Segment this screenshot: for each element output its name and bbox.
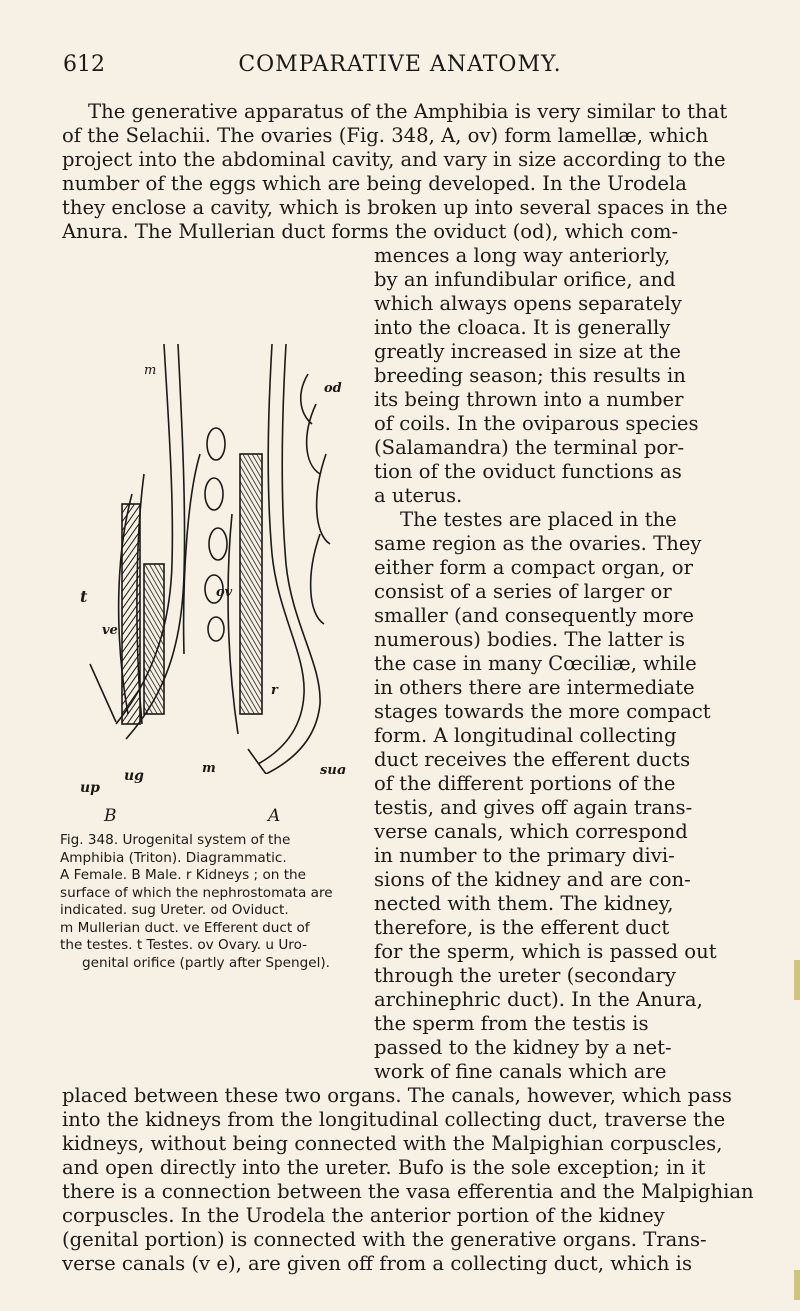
running-title: COMPARATIVE ANATOMY. — [238, 52, 562, 77]
testes — [205, 428, 227, 641]
body-line: a uterus. — [374, 484, 463, 507]
body-line: (genital portion) is connected with the generative organs. Trans- — [62, 1228, 707, 1251]
caption-line: surface of which the nephrostomata are — [60, 884, 333, 901]
body-line: through the ureter (secondary — [374, 964, 676, 987]
body-line: stages towards the more compact — [374, 700, 711, 723]
caption-line: m Mullerian duct. ve Efferent duct of — [60, 919, 310, 936]
label-od: od — [324, 381, 342, 396]
body-line: and open directly into the ureter. Bufo is the sole exception; in it — [62, 1156, 706, 1179]
urogenital-diagram — [76, 334, 366, 774]
figure-348 — [76, 334, 366, 774]
caption-line: A Female. B Male. r Kidneys ; on the — [60, 867, 307, 883]
caption-line: Amphibia (Triton). Diagrammatic. — [60, 849, 287, 866]
caption-line: the testes. t Testes. ov Ovary. u Uro- — [60, 937, 308, 953]
body-line: in others there are intermediate — [374, 676, 695, 699]
label-m-lower: m — [202, 761, 216, 774]
body-line: of the different portions of the — [374, 772, 676, 795]
page-edge-stain — [794, 1270, 800, 1300]
kidney-female — [240, 454, 262, 714]
body-line: project into the abdominal cavity, and vary in size according to the — [62, 148, 726, 171]
label-ov: ov — [216, 585, 233, 600]
body-line: verse canals (v e), are given off from a collecting duct, which is — [62, 1252, 692, 1275]
caption-line: genital orifice (partly after Spengel). — [82, 954, 330, 971]
body-line: sions of the kidney and are con- — [374, 868, 691, 891]
body-line: by an infundibular orifice, and — [374, 268, 676, 291]
label-up: up — [80, 780, 100, 796]
caption-line: indicated. sug Ureter. od Oviduct. — [60, 902, 289, 918]
body-line: archinephric duct). In the Anura, — [374, 988, 703, 1011]
body-line: breeding season; this results in — [374, 364, 686, 387]
body-line: there is a connection between the vasa efferentia and the Malpighian — [62, 1180, 754, 1203]
body-line: tion of the oviduct functions as — [374, 460, 682, 483]
label-ve: ve — [102, 623, 118, 638]
ovary — [301, 374, 330, 624]
body-line: which always opens separately — [374, 292, 682, 315]
label-sug: sug — [320, 763, 346, 774]
body-line: work of fine canals which are — [374, 1060, 667, 1083]
body-line: they enclose a cavity, which is broken up into several spaces in the — [62, 196, 728, 219]
body-line: of coils. In the oviparous species — [374, 412, 699, 435]
body-line: Anura. The Mullerian duct forms the oviduct (od), which com- — [62, 220, 679, 243]
body-line: either form a compact organ, or — [374, 556, 693, 579]
body-line: placed between these two organs. The canals, however, which pass — [62, 1084, 732, 1107]
page-number: 612 — [63, 52, 105, 77]
body-line: verse canals, which correspond — [374, 820, 688, 843]
body-line: passed to the kidney by a net- — [374, 1036, 672, 1059]
page-header — [0, 52, 800, 84]
label-ug: ug — [124, 768, 144, 784]
label-r: r — [271, 683, 278, 698]
body-line: kidneys, without being connected with the Malpighian corpuscles, — [62, 1132, 723, 1155]
body-line: into the kidneys from the longitudinal collecting duct, traverse the — [62, 1108, 726, 1131]
body-line: of the Selachii. The ovaries (Fig. 348, A, ov) form lamellæ, which — [62, 124, 709, 147]
body-line: testis, and gives off again trans- — [374, 796, 693, 819]
body-line: its being thrown into a number — [374, 388, 684, 411]
body-line: mences a long way anteriorly, — [374, 244, 671, 267]
body-line: The generative apparatus of the Amphibia is very similar to that — [88, 100, 728, 123]
body-line: numerous) bodies. The latter is — [374, 628, 686, 651]
body-line: in number to the primary divi- — [374, 844, 675, 867]
body-line: consist of a series of larger or — [374, 580, 672, 603]
body-line: duct receives the efferent ducts — [374, 748, 691, 771]
body-line: number of the eggs which are being developed. In the Urodela — [62, 172, 687, 195]
caption-line: Fig. 348. Urogenital system of the — [60, 832, 291, 848]
body-line: smaller (and consequently more — [374, 604, 694, 627]
body-line: for the sperm, which is passed out — [374, 940, 717, 963]
page-edge-stain — [794, 960, 800, 1000]
body-line: the sperm from the testis is — [374, 1012, 649, 1035]
body-line: nected with them. The kidney, — [374, 892, 674, 915]
body-line: corpuscles. In the Urodela the anterior portion of the kidney — [62, 1204, 665, 1227]
label-t: t — [80, 587, 88, 606]
label-m: m — [144, 363, 157, 378]
body-line: The testes are placed in the — [400, 508, 677, 531]
body-line: (Salamandra) the terminal por- — [374, 436, 685, 459]
body-line: into the cloaca. It is generally — [374, 316, 671, 339]
label-A: A — [268, 806, 281, 826]
body-line: therefore, is the efferent duct — [374, 916, 670, 939]
body-line: greatly increased in size at the — [374, 340, 682, 363]
kidney-male — [122, 504, 140, 724]
body-line: the case in many Cœciliæ, while — [374, 652, 697, 675]
body-line: same region as the ovaries. They — [374, 532, 702, 555]
label-B: B — [104, 806, 117, 826]
body-line: form. A longitudinal collecting — [374, 724, 677, 747]
figure-caption — [60, 832, 366, 972]
